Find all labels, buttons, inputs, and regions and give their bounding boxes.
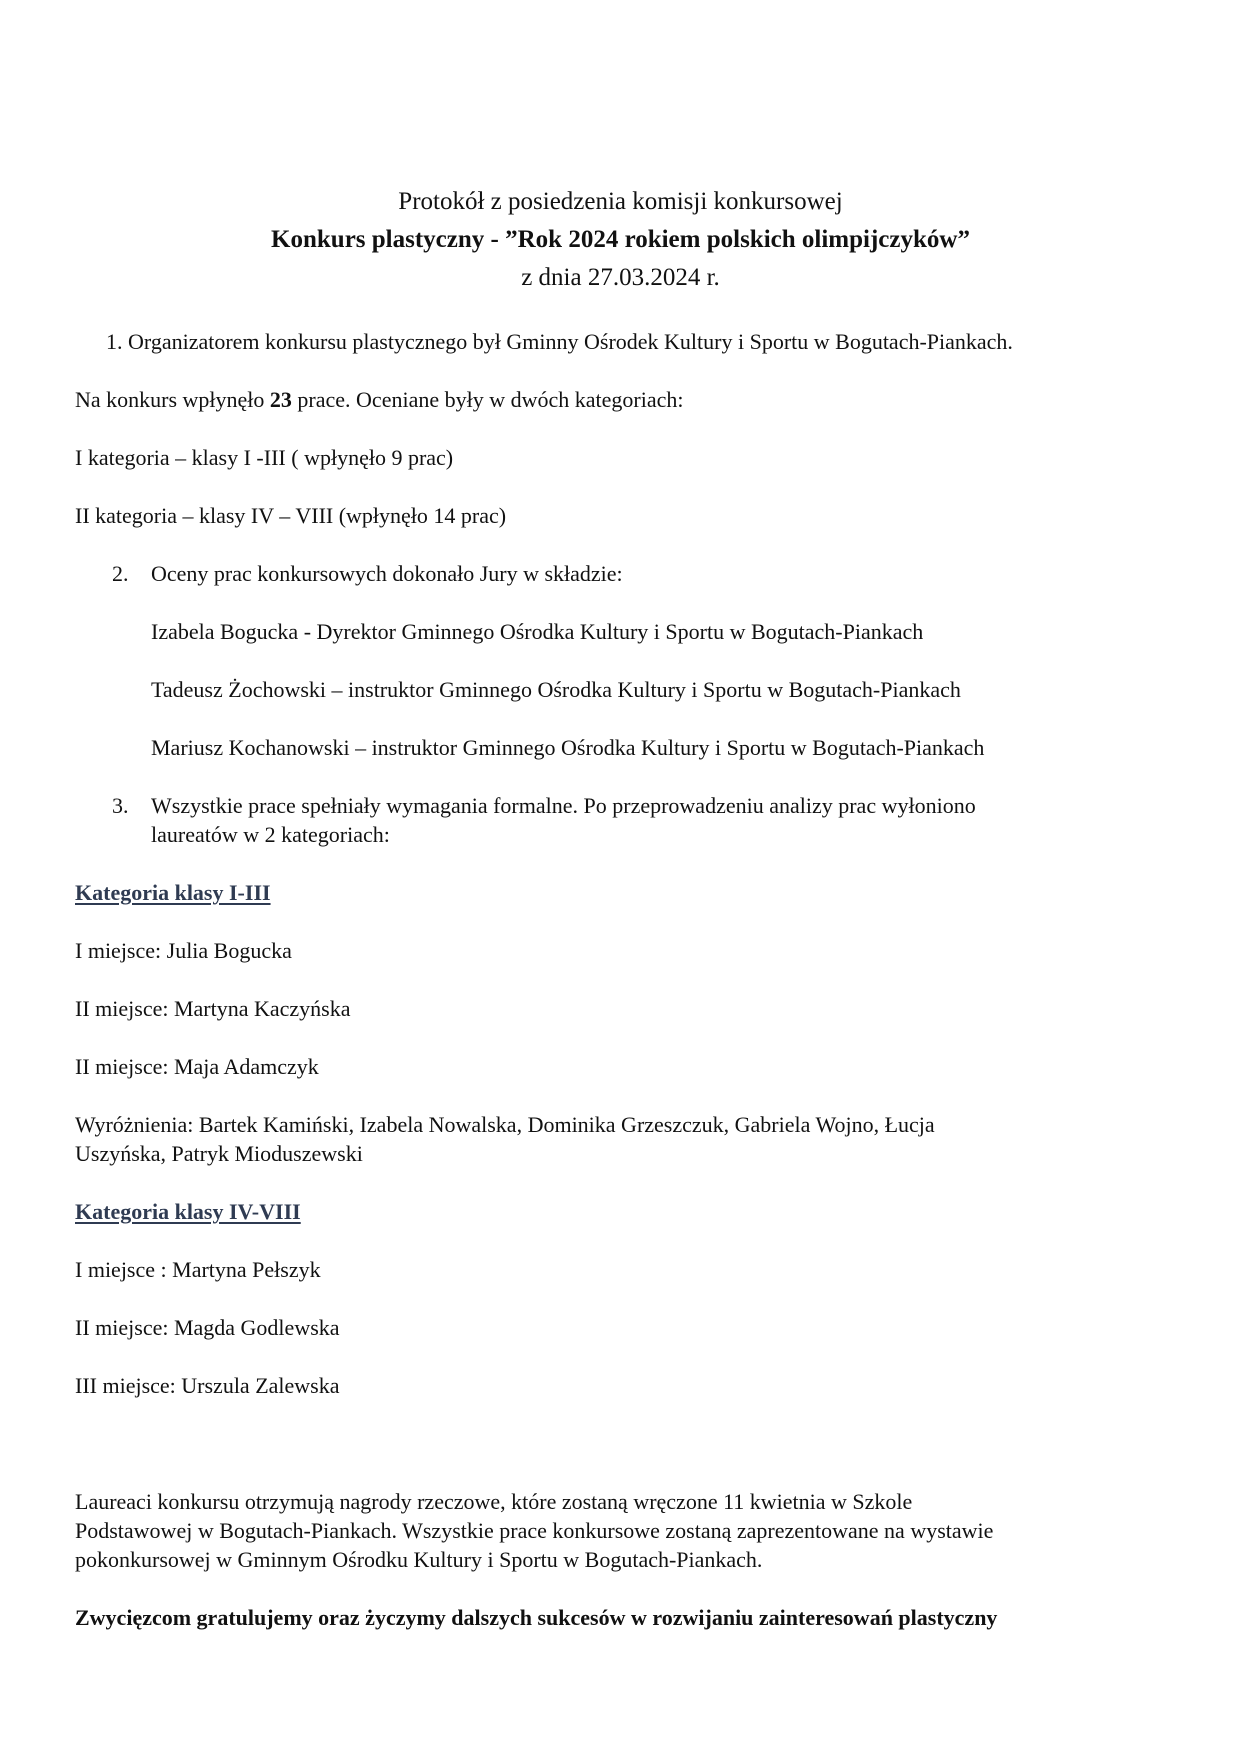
prizes-text: Laureaci konkursu otrzymują nagrody rzeczowe, które zostaną wręczone 11 kwietnia w Szkole <box>75 1489 913 1514</box>
honorable-mentions: Wyróżnienia: Bartek Kamiński, Izabela Nowalska, Dominika Grzeszczuk, Gabriela Wojno, Łucja <box>75 1112 935 1137</box>
submissions-prefix: Na konkurs wpłynęło <box>75 387 270 412</box>
award-place: II miejsce: Magda Godlewska <box>75 1315 340 1340</box>
section-1-number: 1. <box>106 329 123 354</box>
jury-member: Izabela Bogucka - Dyrektor Gminnego Ośrodka Kultury i Sportu w Bogutach-Piankach <box>151 619 924 644</box>
category-2-info: II kategoria – klasy IV – VIII (wpłynęło 14 prac) <box>75 503 507 528</box>
jury-member: Mariusz Kochanowski – instruktor Gminnego Ośrodka Kultury i Sportu w Bogutach-Piankach <box>151 735 985 760</box>
category-1-3-heading: Kategoria klasy I-III <box>75 880 271 905</box>
category-4-8-heading: Kategoria klasy IV-VIII <box>75 1199 301 1224</box>
section-3-number: 3. <box>112 793 129 818</box>
category-1-info: I kategoria – klasy I -III ( wpłynęło 9 prac) <box>75 445 454 470</box>
award-place: I miejsce: Julia Bogucka <box>75 938 292 963</box>
prizes-text-cont: Podstawowej w Bogutach-Piankach. Wszystkie prace konkursowe zostaną zaprezentowane na wystawie <box>75 1518 994 1543</box>
submissions-count: 23 <box>269 387 292 412</box>
section-1-text: Organizatorem konkursu plastycznego był Gminny Ośrodek Kultury i Sportu w Bogutach-Piankach. <box>128 329 1013 354</box>
section-3-text: Wszystkie prace spełniały wymagania formalne. Po przeprowadzeniu analizy prac wyłoniono <box>151 793 976 818</box>
section-2-text: Oceny prac konkursowych dokonało Jury w składzie: <box>151 561 623 586</box>
section-3-text-cont: laureatów w 2 kategoriach: <box>151 822 390 847</box>
document-title: Protokół z posiedzenia komisji konkursowej <box>398 188 843 215</box>
contest-name: Konkurs plastyczny - ”Rok 2024 rokiem polskich olimpijczyków” <box>271 226 970 253</box>
award-place: II miejsce: Maja Adamczyk <box>75 1054 319 1079</box>
jury-member: Tadeusz Żochowski – instruktor Gminnego Ośrodka Kultury i Sportu w Bogutach-Piankach <box>151 677 961 702</box>
section-1 <box>106 327 1013 356</box>
award-place: I miejsce : Martyna Pełszyk <box>75 1257 321 1282</box>
submissions-summary <box>75 385 683 414</box>
award-place: III miejsce: Urszula Zalewska <box>75 1373 340 1398</box>
honorable-mentions-cont: Uszyńska, Patryk Mioduszewski <box>75 1141 363 1166</box>
section-2-number: 2. <box>112 561 129 586</box>
prizes-text-cont: pokonkursowej w Gminnym Ośrodku Kultury i Sportu w Bogutach-Piankach. <box>75 1547 763 1572</box>
closing-statement: Zwycięzcom gratulujemy oraz życzymy dalszych sukcesów w rozwijaniu zainteresowań plastyczny <box>75 1605 998 1630</box>
award-place: II miejsce: Martyna Kaczyńska <box>75 996 351 1021</box>
document-date: z dnia 27.03.2024 r. <box>521 264 720 291</box>
submissions-suffix: prace. Oceniane były w dwóch kategoriach: <box>291 387 684 412</box>
